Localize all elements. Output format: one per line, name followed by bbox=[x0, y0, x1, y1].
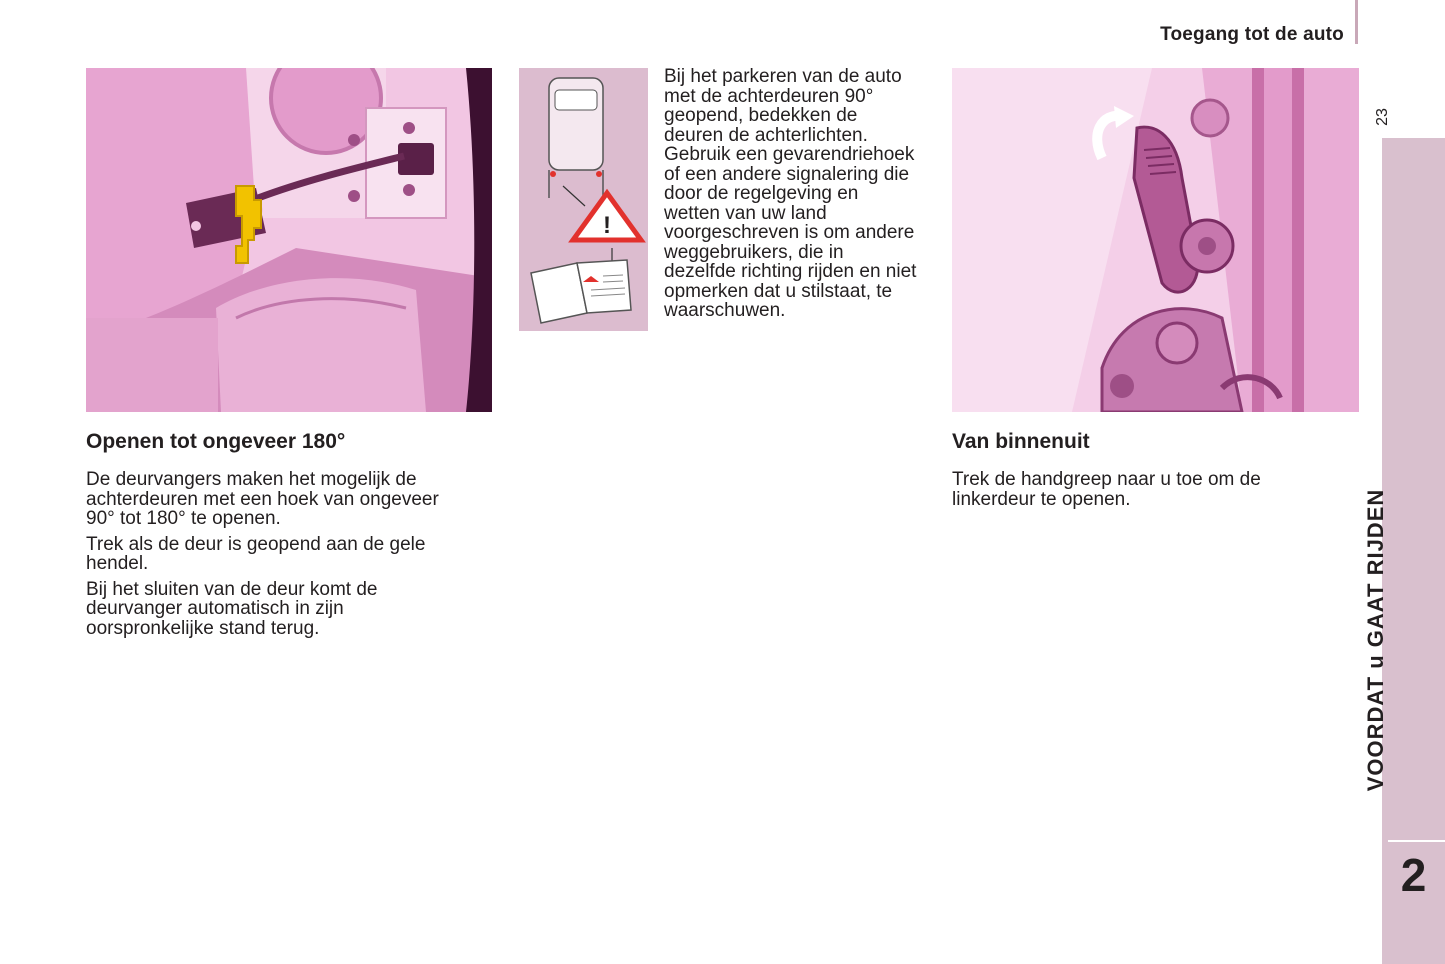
chapter-number: 2 bbox=[1400, 849, 1427, 901]
paragraph: Trek de handgreep naar u toe om de linkerdeur te openen. bbox=[952, 469, 1261, 510]
chapter-title: VOORDAT u GAAT RIJDEN bbox=[1363, 488, 1388, 792]
svg-text:!: ! bbox=[603, 212, 611, 239]
paragraph: De deurvangers maken het mogelijk de achterdeuren met een hoek van ongeveer 90° tot 180° te openen. bbox=[86, 469, 439, 529]
paragraph: Trek als de deur is geopend aan de gele hendel. bbox=[86, 533, 426, 574]
warning-triangle-illustration bbox=[519, 68, 648, 331]
header-divider bbox=[1355, 0, 1358, 44]
section-body-inside bbox=[952, 470, 1347, 515]
paragraph: Bij het sluiten van de deur komt de deurvanger automatisch in zijn oorspronkelijke stand terug. bbox=[86, 578, 378, 639]
door-check-illustration bbox=[86, 68, 492, 412]
section-body-180 bbox=[86, 470, 471, 644]
interior-handle-illustration bbox=[952, 68, 1359, 412]
section-heading-inside: Van binnenuit bbox=[952, 430, 1090, 453]
section-heading-180: Openen tot ongeveer 180° bbox=[86, 430, 346, 453]
chapter-tab-divider bbox=[1388, 840, 1445, 842]
page-number: 23 bbox=[1374, 108, 1391, 126]
parking-warning-note: Bij het parkeren van de auto met de achterdeuren 90° geopend, bedekken de deuren de achterlichten. Gebruik een gevarendriehoek of een andere signalering die door de regelgeving en wetten van uw land voorgeschreven is om andere weggebruikers, die in dezelfde richting rijden en niet opmerken dat u stilstaat, te waarschuwen. bbox=[664, 66, 917, 321]
page-header-title: Toegang tot de auto bbox=[1160, 24, 1344, 45]
